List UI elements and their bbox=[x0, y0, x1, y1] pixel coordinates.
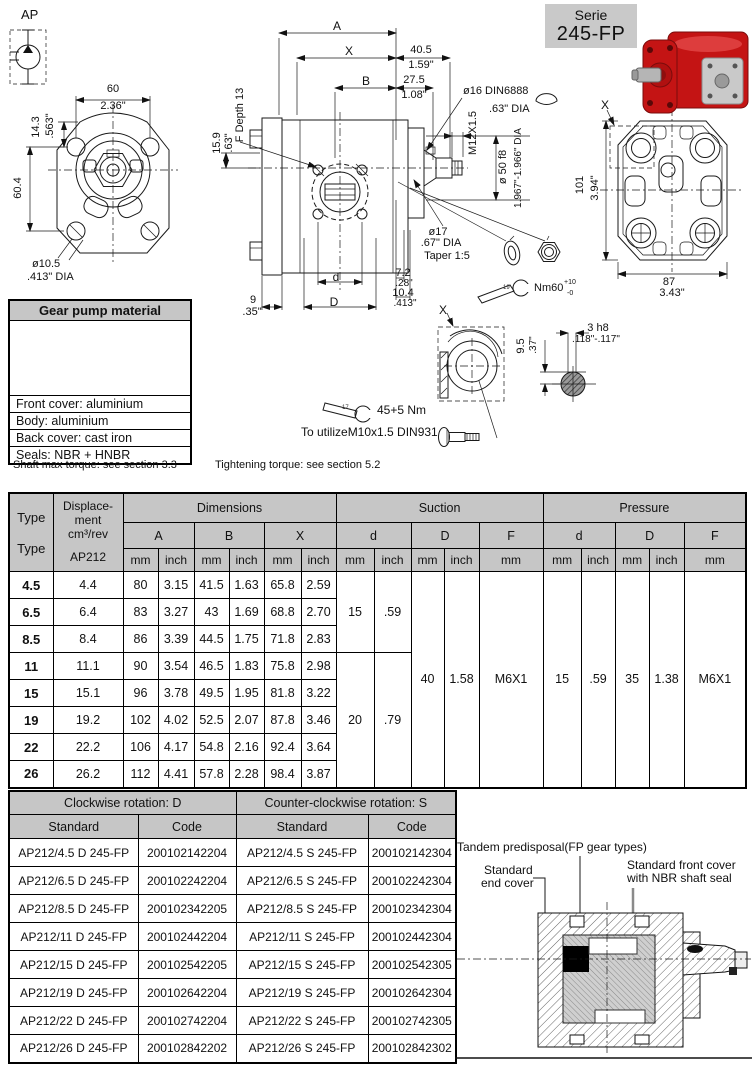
sub-f-header: F bbox=[684, 523, 746, 549]
dim-table-cell: 2.28 bbox=[229, 761, 264, 788]
dim-table-cell: 106 bbox=[123, 734, 158, 761]
code-table-cell: 200102342205 bbox=[138, 895, 236, 923]
dim-table-cell: 87.8 bbox=[264, 707, 301, 734]
unit-header: mm bbox=[615, 549, 649, 572]
unit-header: inch bbox=[158, 549, 194, 572]
code-table-cell: AP212/19 S 245-FP bbox=[236, 979, 368, 1007]
code-table-cell: AP212/6.5 S 245-FP bbox=[236, 867, 368, 895]
taper-note: Taper 1:5 bbox=[424, 250, 470, 262]
tightening-torque-note: Tightening torque: see section 5.2 bbox=[215, 459, 381, 471]
unit-header: mm bbox=[123, 549, 158, 572]
code-table-cell: 200102642204 bbox=[138, 979, 236, 1007]
code-table-cell: AP212/8.5 D 245-FP bbox=[9, 895, 138, 923]
codes-table-body bbox=[9, 839, 456, 1063]
material-row: Body: aluminium bbox=[10, 412, 190, 429]
code-table-cell: 200102542205 bbox=[138, 951, 236, 979]
dim-table-cell: 41.5 bbox=[194, 572, 229, 599]
dim-table-cell: 3.39 bbox=[158, 626, 194, 653]
unit-header: mm bbox=[684, 549, 746, 572]
f-depth-note: F Depth 13 bbox=[234, 87, 247, 143]
dim-table-cell: 2.98 bbox=[301, 653, 336, 680]
code-table-cell: 200102342304 bbox=[368, 895, 456, 923]
thread-m12-note: M12X1.5 bbox=[467, 110, 480, 156]
unit-header: inch bbox=[649, 549, 684, 572]
code-table-cell: AP212/19 D 245-FP bbox=[9, 979, 138, 1007]
dim-d-label: d bbox=[332, 270, 340, 284]
dim-table-cell: 15 bbox=[336, 572, 374, 653]
dim-table-cell: .79 bbox=[374, 653, 411, 788]
dim-table-cell: 81.8 bbox=[264, 680, 301, 707]
dimensions-table bbox=[8, 492, 747, 789]
dim-3h8-inch: .118"-.117" bbox=[572, 334, 620, 345]
unit-header: mm bbox=[336, 549, 374, 572]
dim-101: 101 bbox=[574, 175, 587, 195]
code-table-cell: 200102742204 bbox=[138, 1007, 236, 1035]
unit-header: mm bbox=[264, 549, 301, 572]
dim-table-cell: 19.2 bbox=[53, 707, 123, 734]
end-cover-label2: end cover bbox=[481, 876, 534, 890]
dim-table-cell: 11.1 bbox=[53, 653, 123, 680]
dim-50f8: ø 50 f8 bbox=[497, 149, 510, 185]
dim-60: 60 bbox=[106, 83, 120, 95]
unit-header: mm bbox=[194, 549, 229, 572]
key-din6888-inch: .63" DIA bbox=[489, 103, 530, 115]
dim-table-cell: 3.27 bbox=[158, 599, 194, 626]
material-row: Back cover: cast iron bbox=[10, 429, 190, 446]
code-table-cell: 200102142304 bbox=[368, 839, 456, 867]
dim-15-9-inch: .63" bbox=[223, 133, 236, 153]
dim-table-cell: 6.4 bbox=[53, 599, 123, 626]
dim-50f8-inch: 1.967"-1.966" DIA bbox=[512, 128, 524, 208]
dim-17: ø17 bbox=[428, 226, 448, 238]
group-suction-header: Suction bbox=[336, 493, 543, 523]
sub-d-header: d bbox=[336, 523, 411, 549]
dim-27-5: 27.5 bbox=[403, 74, 425, 86]
dim-table-cell: 96 bbox=[123, 680, 158, 707]
ap-label: AP bbox=[21, 7, 39, 22]
dim-table-cell: 26.2 bbox=[53, 761, 123, 788]
wrench-17-icon bbox=[323, 403, 375, 422]
material-row: Front cover: aluminium bbox=[10, 395, 190, 412]
dim-14-3-inch: .563" bbox=[44, 113, 57, 139]
dim-table-cell: 1.63 bbox=[229, 572, 264, 599]
dim-table-cell: 1.69 bbox=[229, 599, 264, 626]
bolt-note: To utilizeM10x1.5 DIN931 bbox=[301, 425, 438, 439]
wrench-19-size: 19 bbox=[503, 285, 510, 291]
dim-table-cell: 3.64 bbox=[301, 734, 336, 761]
dim-14-3: 14.3 bbox=[30, 116, 43, 138]
sub-a-header: A bbox=[123, 523, 194, 549]
codes-table bbox=[8, 790, 457, 1064]
dim-10-5-inch: .413" DIA bbox=[27, 271, 74, 283]
code-table-cell: 200102642304 bbox=[368, 979, 456, 1007]
dim-table-cell: 3.54 bbox=[158, 653, 194, 680]
code-table-cell: 200102842202 bbox=[138, 1035, 236, 1063]
group-dimensions-header: Dimensions bbox=[123, 493, 336, 523]
detail-x-ref: X bbox=[600, 98, 610, 112]
back-view-drawing bbox=[600, 108, 742, 279]
code-table-cell: AP212/11 D 245-FP bbox=[9, 923, 138, 951]
torque-45-nm: 45+5 Nm bbox=[377, 403, 427, 417]
dim-15-9: 15.9 bbox=[211, 132, 224, 154]
dim-table-cell: 49.5 bbox=[194, 680, 229, 707]
dim-9-5-inch: .37" bbox=[527, 336, 539, 354]
unit-header: mm bbox=[411, 549, 444, 572]
dim-table-cell: 86 bbox=[123, 626, 158, 653]
code-table-cell: 200102242304 bbox=[368, 867, 456, 895]
dim-table-cell: 1.83 bbox=[229, 653, 264, 680]
code-table-cell: 200102542305 bbox=[368, 951, 456, 979]
woodruff-key-icon bbox=[536, 94, 557, 105]
dim-table-cell: 90 bbox=[123, 653, 158, 680]
dim-101-inch: 3.94" bbox=[589, 175, 602, 201]
dim-table-cell: 3.22 bbox=[301, 680, 336, 707]
code-table-cell: 200102442204 bbox=[138, 923, 236, 951]
dim-table-cell: M6X1 bbox=[479, 572, 543, 788]
wrench-19-icon bbox=[478, 280, 533, 303]
code-table-cell: AP212/15 D 245-FP bbox=[9, 951, 138, 979]
dim-table-cell: 1.75 bbox=[229, 626, 264, 653]
sub-b-header: B bbox=[194, 523, 264, 549]
product-photo bbox=[632, 32, 748, 113]
dim-table-cell: 15 bbox=[543, 572, 581, 788]
dim-table-cell: 4.41 bbox=[158, 761, 194, 788]
sub-dd-header: D bbox=[615, 523, 684, 549]
standard-col-header: Standard bbox=[9, 815, 138, 839]
code-table-cell: AP212/26 D 245-FP bbox=[9, 1035, 138, 1063]
dim-table-cell: 83 bbox=[123, 599, 158, 626]
series-label: Serie bbox=[574, 7, 608, 23]
dim-table-cell: 2.16 bbox=[229, 734, 264, 761]
dim-table-cell: 2.59 bbox=[301, 572, 336, 599]
dim-60-inch: 2.36" bbox=[100, 100, 126, 112]
dim-table-cell: 15.1 bbox=[53, 680, 123, 707]
code-table-cell: AP212/4.5 S 245-FP bbox=[236, 839, 368, 867]
dim-10-4: 10.4 bbox=[392, 287, 414, 299]
dim-table-cell: 75.8 bbox=[264, 653, 301, 680]
dim-table-cell: 98.4 bbox=[264, 761, 301, 788]
material-box-title: Gear pump material bbox=[10, 301, 190, 321]
tandem-title: Tandem predisposal(FP gear types) bbox=[457, 840, 647, 854]
unit-header: inch bbox=[581, 549, 615, 572]
end-cover-label: Standard bbox=[484, 863, 533, 877]
code-table-cell: 200102442304 bbox=[368, 923, 456, 951]
dim-87: 87 bbox=[662, 276, 676, 288]
dim-9-5: 9.5 bbox=[515, 338, 528, 354]
dim-table-cell: 112 bbox=[123, 761, 158, 788]
series-number: 245-FP bbox=[556, 23, 626, 45]
dim-7-2-inch: .28" bbox=[395, 278, 413, 289]
unit-header: mm bbox=[479, 549, 543, 572]
torque-nm60-sub: -0 bbox=[567, 290, 574, 297]
dim-table-cell: 15 bbox=[9, 680, 53, 707]
dim-table-cell: M6X1 bbox=[684, 572, 746, 788]
dim-table-cell: 35 bbox=[615, 572, 649, 788]
dim-table-cell: 92.4 bbox=[264, 734, 301, 761]
dim-table-cell: 2.83 bbox=[301, 626, 336, 653]
wrench-17-size: 17 bbox=[342, 405, 349, 411]
dim-17-inch: .67" DIA bbox=[420, 237, 462, 249]
dim-table-cell: 3.78 bbox=[158, 680, 194, 707]
unit-header: inch bbox=[229, 549, 264, 572]
dim-table-cell: 4.02 bbox=[158, 707, 194, 734]
code-table-cell: 200102842302 bbox=[368, 1035, 456, 1063]
material-box bbox=[8, 299, 192, 465]
series-badge bbox=[545, 4, 637, 48]
dim-table-cell: 22.2 bbox=[53, 734, 123, 761]
code-table-cell: 200102142204 bbox=[138, 839, 236, 867]
dim-9-inch: .35" bbox=[242, 306, 262, 318]
code-table-cell: AP212/22 D 245-FP bbox=[9, 1007, 138, 1035]
code-table-cell: AP212/11 S 245-FP bbox=[236, 923, 368, 951]
unit-header: inch bbox=[301, 549, 336, 572]
dim-10-5: ø10.5 bbox=[32, 258, 61, 270]
dim-table-cell: 8.4 bbox=[53, 626, 123, 653]
dim-b-label: B bbox=[361, 74, 371, 88]
pump-symbol-icon bbox=[10, 30, 46, 84]
front-cover-label: Standard front cover bbox=[627, 858, 736, 872]
sub-x-header: X bbox=[264, 523, 336, 549]
standard-col-header: Standard bbox=[236, 815, 368, 839]
code-table-cell: AP212/22 S 245-FP bbox=[236, 1007, 368, 1035]
dim-27-5-inch: 1.08" bbox=[401, 89, 427, 101]
dim-table-cell: 46.5 bbox=[194, 653, 229, 680]
dim-table-cell: 11 bbox=[9, 653, 53, 680]
dim-table-cell: 44.5 bbox=[194, 626, 229, 653]
group-pressure-header: Pressure bbox=[543, 493, 746, 523]
code-table-cell: AP212/26 S 245-FP bbox=[236, 1035, 368, 1063]
col-type-header: Type Type bbox=[9, 493, 53, 572]
material-box-figure bbox=[10, 321, 190, 395]
key-din6888-note: ø16 DIN6888 bbox=[463, 85, 529, 97]
shaft-torque-note: Shaft max torque: see section 3.3 bbox=[13, 459, 177, 471]
dim-table-cell: 20 bbox=[336, 653, 374, 788]
dim-table-cell: 8.5 bbox=[9, 626, 53, 653]
counter-clockwise-header: Counter-clockwise rotation: S bbox=[236, 791, 456, 815]
dim-10-4-inch: .413" bbox=[393, 298, 417, 309]
dim-table-cell: 71.8 bbox=[264, 626, 301, 653]
front-cover-label2: with NBR shaft seal bbox=[627, 871, 732, 885]
code-col-header: Code bbox=[138, 815, 236, 839]
col-displacement-header: Displace- ment cm³/rev AP212 bbox=[53, 493, 123, 572]
dim-table-cell: 1.95 bbox=[229, 680, 264, 707]
dim-table-cell: .59 bbox=[374, 572, 411, 653]
dim-table-cell: 40 bbox=[411, 572, 444, 788]
dim-table-cell: 52.5 bbox=[194, 707, 229, 734]
dim-table-cell: 4.17 bbox=[158, 734, 194, 761]
unit-header: inch bbox=[374, 549, 411, 572]
torque-nm60-sup: +10 bbox=[564, 279, 576, 286]
detail-x-label: X bbox=[438, 303, 448, 317]
dim-table-cell: 102 bbox=[123, 707, 158, 734]
dim-table-cell: 43 bbox=[194, 599, 229, 626]
dim-table-cell: 54.8 bbox=[194, 734, 229, 761]
dim-table-cell: 4.4 bbox=[53, 572, 123, 599]
dim-table-cell: 80 bbox=[123, 572, 158, 599]
sub-d-header: d bbox=[543, 523, 615, 549]
dim-x-label: X bbox=[344, 44, 354, 58]
sub-f-header: F bbox=[479, 523, 543, 549]
bolt-icon bbox=[439, 428, 480, 447]
dim-table-cell: 2.70 bbox=[301, 599, 336, 626]
torque-nm60: Nm60 bbox=[534, 282, 564, 294]
dim-table-cell: 4.5 bbox=[9, 572, 53, 599]
dim-table-body bbox=[9, 572, 746, 788]
code-table-cell: AP212/4.5 D 245-FP bbox=[9, 839, 138, 867]
clockwise-header: Clockwise rotation: D bbox=[9, 791, 236, 815]
dim-table-cell: 2.07 bbox=[229, 707, 264, 734]
material-row: Seals: NBR + HNBR bbox=[10, 446, 190, 463]
dim-3h8: 3 h8 bbox=[587, 322, 609, 334]
unit-header: inch bbox=[444, 549, 479, 572]
dim-table-cell: 3.46 bbox=[301, 707, 336, 734]
code-table-cell: 200102242204 bbox=[138, 867, 236, 895]
dim-table-cell: 57.8 bbox=[194, 761, 229, 788]
dim-9: 9 bbox=[249, 294, 257, 306]
dim-60-4: 60.4 bbox=[12, 177, 25, 199]
code-table-cell: AP212/6.5 D 245-FP bbox=[9, 867, 138, 895]
sub-dd-header: D bbox=[411, 523, 479, 549]
dim-table-cell: 68.8 bbox=[264, 599, 301, 626]
dim-table-cell: 65.8 bbox=[264, 572, 301, 599]
dim-87-inch: 3.43" bbox=[659, 287, 685, 299]
dim-a-label: A bbox=[332, 19, 342, 33]
dim-dd-label: D bbox=[329, 295, 339, 309]
dim-table-cell: 1.38 bbox=[649, 572, 684, 788]
dim-table-cell: 22 bbox=[9, 734, 53, 761]
code-col-header: Code bbox=[368, 815, 456, 839]
dim-40-5-inch: 1.59" bbox=[408, 59, 434, 71]
unit-header: mm bbox=[543, 549, 581, 572]
dim-table-cell: 26 bbox=[9, 761, 53, 788]
code-table-cell: AP212/8.5 S 245-FP bbox=[236, 895, 368, 923]
dim-7-2: 7.2 bbox=[395, 267, 411, 279]
dim-40-5: 40.5 bbox=[410, 44, 432, 56]
dim-table-cell: .59 bbox=[581, 572, 615, 788]
code-table-cell: AP212/15 S 245-FP bbox=[236, 951, 368, 979]
detail-x-drawing bbox=[438, 313, 504, 438]
code-table-cell: 200102742305 bbox=[368, 1007, 456, 1035]
dim-table-cell: 3.87 bbox=[301, 761, 336, 788]
dim-table-cell: 1.58 bbox=[444, 572, 479, 788]
dim-table-cell: 6.5 bbox=[9, 599, 53, 626]
dim-table-cell: 19 bbox=[9, 707, 53, 734]
dim-table-cell: 3.15 bbox=[158, 572, 194, 599]
